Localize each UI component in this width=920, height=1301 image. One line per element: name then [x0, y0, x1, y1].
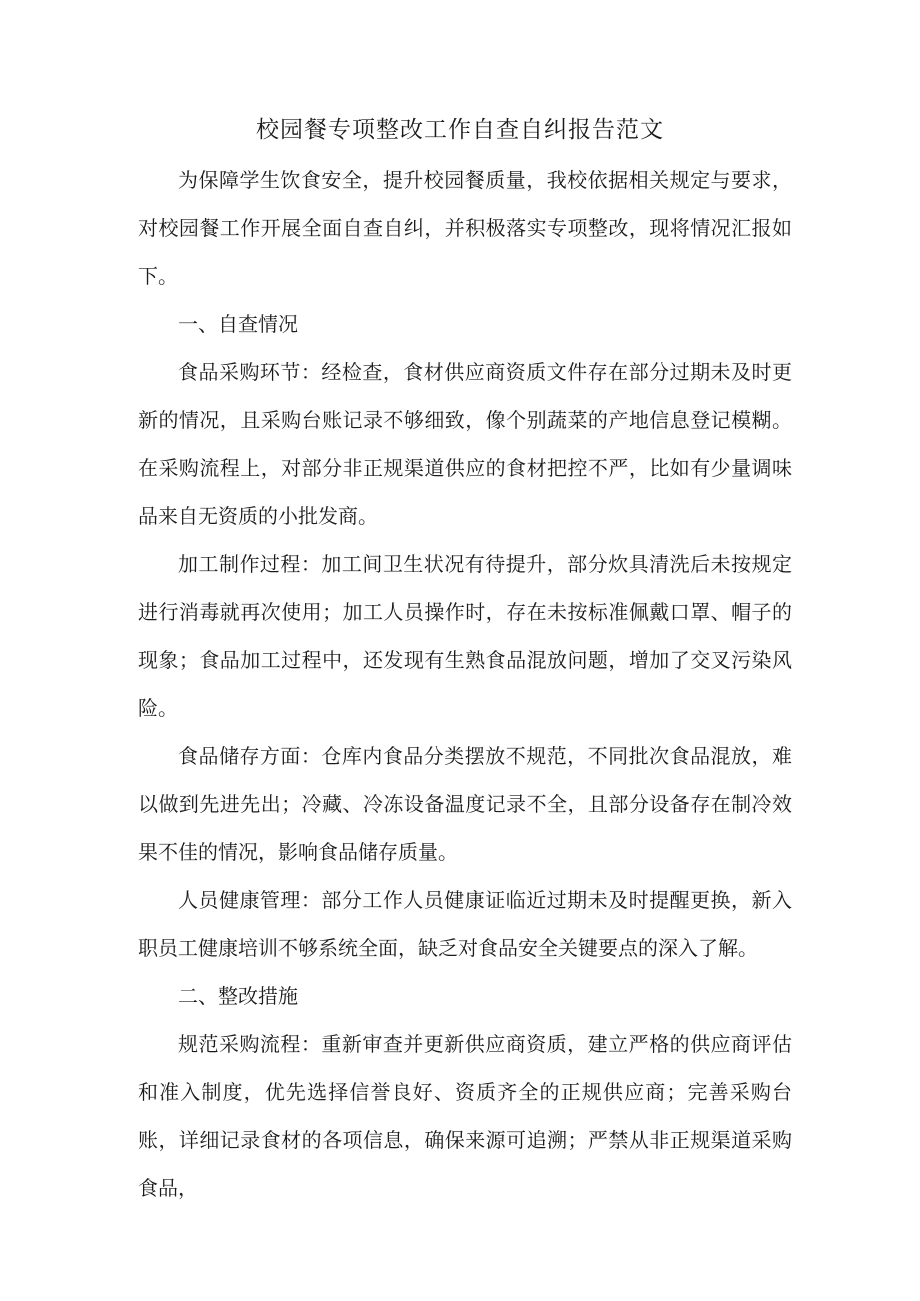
paragraph-processing: 加工制作过程：加工间卫生状况有待提升，部分炊具清洗后未按规定进行消毒就再次使用；加工人员操作时，存在未按标准佩戴口罩、帽子的现象；食品加工过程中，还发现有生熟食品混放问题，增加了交叉污染风险。: [138, 552, 792, 720]
intro-paragraph: 为保障学生饮食安全，提升校园餐质量，我校依据相关规定与要求，对校园餐工作开展全面自查自纠，并积极落实专项整改，现将情况汇报如下。: [138, 168, 792, 288]
document-body: [138, 156, 792, 1212]
paragraph-staff-health: 人员健康管理：部分工作人员健康证临近过期未及时提醒更换，新入职员工健康培训不够系统全面，缺乏对食品安全关键要点的深入了解。: [138, 888, 792, 960]
paragraph-storage: 食品储存方面：仓库内食品分类摆放不规范，不同批次食品混放，难以做到先进先出；冷藏、冷冻设备温度记录不全，且部分设备存在制冷效果不佳的情况，影响食品储存质量。: [138, 744, 792, 864]
paragraph-procurement: 食品采购环节：经检查，食材供应商资质文件存在部分过期未及时更新的情况，且采购台账记录不够细致，像个别蔬菜的产地信息登记模糊。在采购流程上，对部分非正规渠道供应的食材把控不严，比如有少量调味品来自无资质的小批发商。: [138, 360, 792, 528]
section-heading-self-inspection: 一、自查情况: [178, 312, 298, 336]
paragraph-procurement-rectification: 规范采购流程：重新审查并更新供应商资质，建立严格的供应商评估和准入制度，优先选择信誉良好、资质齐全的正规供应商；完善采购台账，详细记录食材的各项信息，确保来源可追溯；严禁从非正规渠道采购食品，: [138, 1032, 792, 1200]
section-heading-rectification: 二、整改措施: [178, 984, 298, 1008]
document-title: 校园餐专项整改工作自查自纠报告范文: [256, 117, 664, 143]
